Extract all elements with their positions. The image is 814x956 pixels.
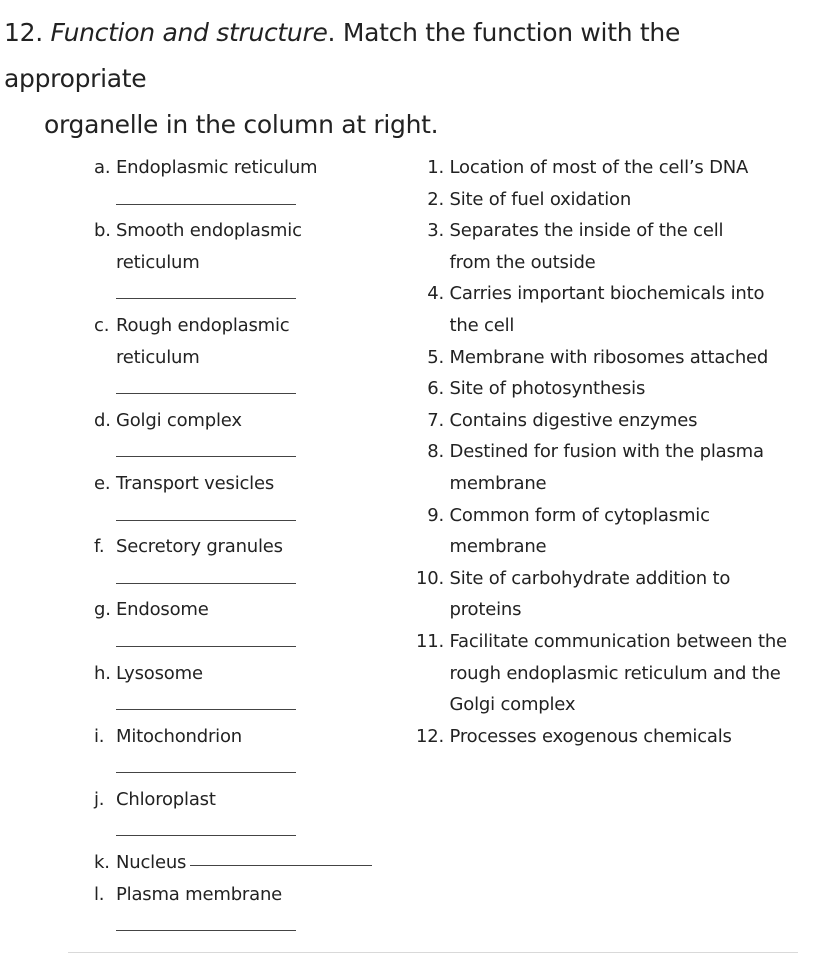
structure-item-h xyxy=(94,658,394,690)
structure-label: Rough endoplasmic reticulum xyxy=(116,314,290,368)
function-number: 10. xyxy=(415,567,444,589)
function-text: Facilitate communication between the rough endoplasmic reticulum and the Golgi complex xyxy=(449,630,787,716)
function-number: 9. xyxy=(427,504,444,526)
answer-blank-e[interactable] xyxy=(116,520,296,521)
function-text: Common form of cytoplasmic membrane xyxy=(449,504,710,558)
structure-label: Transport vesicles xyxy=(116,472,275,494)
structure-item-d xyxy=(94,405,394,437)
structure-item-a xyxy=(94,152,394,184)
function-number: 3. xyxy=(427,220,444,242)
function-item-10 xyxy=(410,563,810,626)
question-number: 12. xyxy=(4,18,43,47)
structure-item-l xyxy=(94,879,394,911)
structure-letter: j. xyxy=(94,788,105,810)
question-prompt-line2: organelle in the column at right. xyxy=(44,110,439,139)
structure-label: Chloroplast xyxy=(116,788,216,810)
answer-blank-c[interactable] xyxy=(116,393,296,394)
function-number: 7. xyxy=(427,409,444,431)
answer-blank-b[interactable] xyxy=(116,298,296,299)
question-prompt-line1: . Match the function with the appropriate xyxy=(4,18,681,93)
structure-label: Golgi complex xyxy=(116,409,242,431)
function-number: 11. xyxy=(415,630,444,652)
structure-letter: f. xyxy=(94,536,105,558)
function-item-4 xyxy=(410,278,810,341)
answer-blank-l[interactable] xyxy=(116,930,296,931)
structures-column xyxy=(94,152,394,942)
function-item-5 xyxy=(410,342,810,374)
structure-label: Lysosome xyxy=(116,662,203,684)
function-text: Location of most of the cell’s DNA xyxy=(449,157,749,178)
structure-letter: h. xyxy=(94,662,111,684)
function-text: Site of carbohydrate addition to proteins xyxy=(449,567,731,621)
function-number: 6. xyxy=(427,378,444,400)
structure-label: Mitochondrion xyxy=(116,725,242,747)
answer-blank-a[interactable] xyxy=(116,204,296,205)
structure-item-i xyxy=(94,721,394,753)
structure-label: Endosome xyxy=(116,599,209,621)
bottom-divider xyxy=(68,952,798,953)
functions-column xyxy=(410,152,810,752)
answer-blank-g[interactable] xyxy=(116,646,296,647)
structure-letter: l. xyxy=(94,883,105,905)
function-number: 8. xyxy=(427,441,444,463)
structure-letter: g. xyxy=(94,599,111,621)
function-number: 12. xyxy=(415,725,444,747)
function-number: 4. xyxy=(427,283,444,305)
structure-letter: a. xyxy=(94,157,111,178)
answer-blank-j[interactable] xyxy=(116,835,296,836)
function-text: Processes exogenous chemicals xyxy=(449,725,732,747)
function-item-1 xyxy=(410,152,810,184)
answer-blank-d[interactable] xyxy=(116,456,296,457)
function-item-8 xyxy=(410,436,810,499)
structure-label: Endoplasmic reticulum xyxy=(116,157,318,178)
function-item-11 xyxy=(410,626,810,721)
structure-item-f xyxy=(94,531,394,563)
answer-blank-i[interactable] xyxy=(116,772,296,773)
function-text: Carries important biochemicals into the cell xyxy=(449,283,765,336)
structure-label: Nucleus xyxy=(116,852,187,874)
function-text: Separates the inside of the cell from the outside xyxy=(449,220,724,273)
function-number: 5. xyxy=(427,346,444,368)
question-title: Function and structure xyxy=(50,18,328,47)
structure-letter: c. xyxy=(94,314,110,336)
function-item-3 xyxy=(410,215,810,278)
function-text: Contains digestive enzymes xyxy=(449,409,698,431)
function-item-7 xyxy=(410,405,810,437)
function-number: 2. xyxy=(427,188,444,210)
structure-letter: b. xyxy=(94,220,111,242)
function-text: Destined for fusion with the plasma membrane xyxy=(449,441,764,494)
function-number: 1. xyxy=(427,157,444,178)
structure-item-g xyxy=(94,594,394,626)
structure-letter: i. xyxy=(94,725,105,747)
structure-item-k xyxy=(94,847,394,879)
function-item-6 xyxy=(410,373,810,405)
answer-blank-k[interactable] xyxy=(190,864,372,866)
function-item-2 xyxy=(410,184,810,216)
structure-letter: d. xyxy=(94,409,111,431)
function-text: Site of photosynthesis xyxy=(449,378,646,400)
structure-letter: k. xyxy=(94,852,110,874)
structure-item-j xyxy=(94,784,394,816)
function-item-9 xyxy=(410,500,810,563)
structure-letter: e. xyxy=(94,472,111,494)
structure-label: Plasma membrane xyxy=(116,883,283,905)
answer-blank-h[interactable] xyxy=(116,709,296,710)
structure-item-b xyxy=(94,215,394,278)
function-item-12 xyxy=(410,721,810,753)
structure-item-e xyxy=(94,468,394,500)
function-text: Site of fuel oxidation xyxy=(449,188,632,210)
answer-blank-f[interactable] xyxy=(116,583,296,584)
question-heading xyxy=(4,10,804,148)
structure-item-c xyxy=(94,310,394,373)
structure-label: Smooth endoplasmic reticulum xyxy=(116,220,302,273)
function-text: Membrane with ribosomes attached xyxy=(449,346,769,368)
structure-label: Secretory granules xyxy=(116,536,283,558)
